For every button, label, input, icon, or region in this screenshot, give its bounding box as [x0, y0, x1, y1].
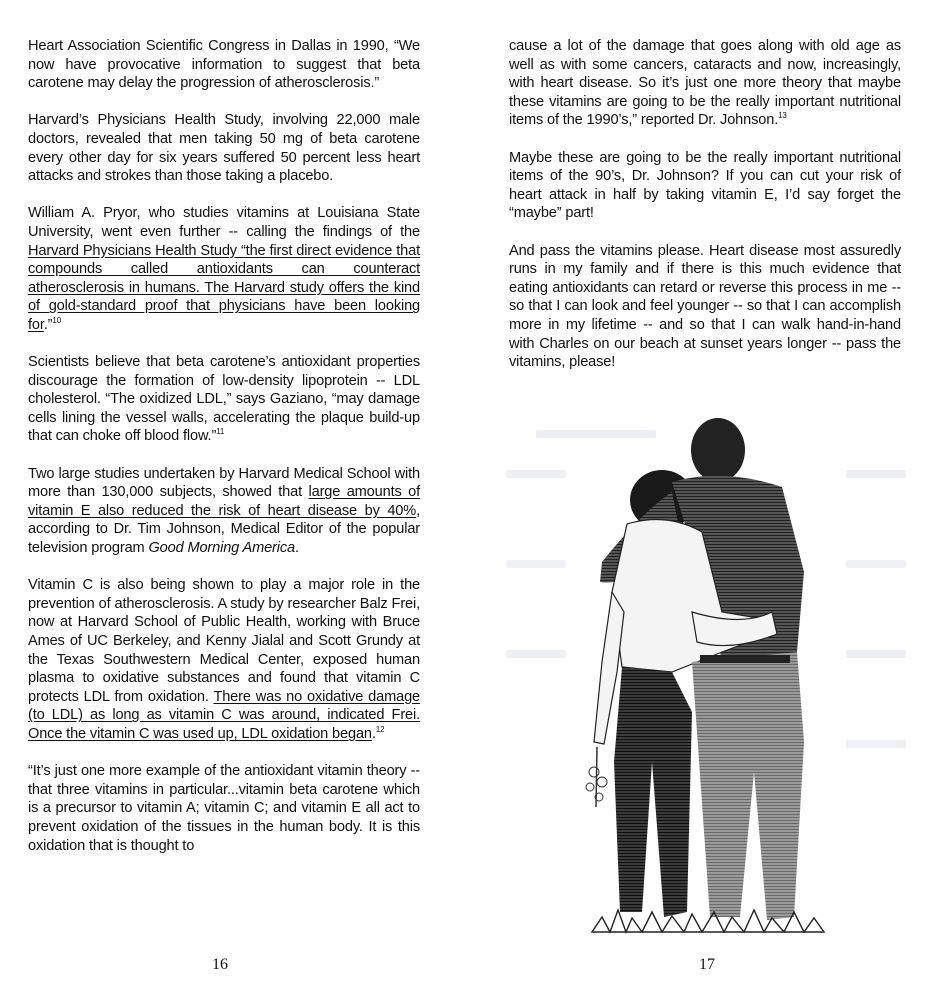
paragraph [28, 576, 420, 743]
page-number-left: 16 [212, 956, 228, 973]
text-segment: Vitamin C is also being shown to play a major role in the prevention of atherosclerosis. A study by researcher Balz Frei, now at Harvard School of Public Health, working with Bruce Ames of UC Berkeley, and Kenny Jialal and Scott Grundy at the Texas Southwestern Medical Center, exposed human plasma to oxidative substances and found that vitamin C protects LDL from oxidation. [28, 577, 420, 705]
text-segment: .” [43, 316, 53, 333]
paragraph [28, 465, 420, 558]
paragraph [28, 353, 420, 446]
paragraph [28, 762, 420, 855]
text-segment: cause a lot of the damage that goes along with old age as well as with some cancers, cataracts and now, increasingly, with heart disease. So it’s just one more theory that maybe these vitamins are going to be the really important nutritional items of the 1990’s,” reported Dr. Johnson. [509, 38, 901, 129]
text-segment: Harvard Physicians Health Study “the first direct evidence that compounds called antioxidants can counteract atherosclerosis in humans. The Harvard study offers the kind of gold-standard proof that physicians have been looking for [28, 242, 420, 333]
text-segment: Scientists believe that beta carotene’s antioxidant properties discourage the formation of low-density lipoprotein -- LDL cholesterol. “The oxidized LDL,” says Gaziano, “may damage cells lining the vessel walls, accelerating the plaque build-up that can choke off blood flow.” [28, 354, 420, 445]
text-segment: , according to Dr. Tim Johnson, Medical Editor of the popular television program [28, 502, 420, 557]
right-page [466, 0, 932, 995]
footnote-marker: 11 [216, 427, 225, 437]
text-segment: large amounts of vitamin E also reduced the risk of heart disease by 40% [28, 484, 421, 519]
paragraph [509, 37, 901, 130]
text-segment: Heart Association Scientific Congress in Dallas in 1990, “We now have provocative information to suggest that beta carotene may delay the progression of atherosclerosis.” [28, 38, 420, 92]
left-text-column [28, 37, 420, 874]
man-head [691, 418, 745, 482]
text-segment: Good Morning America [148, 540, 295, 557]
text-segment: William A. Pryor, who studies vitamins at Louisiana State University, went even further -- calling the findings of the [28, 205, 420, 240]
footnote-marker: 12 [375, 725, 385, 735]
text-segment: “It’s just one more example of the antioxidant vitamin theory -- that three vitamins in particular...vitamin beta carotene which is a precursor to vitamin A; vitamin C; and vitamin E all act to prevent oxidation of the tissues in the human body. It is this oxidation that is thought to [28, 763, 420, 854]
text-segment: Maybe these are going to be the really important nutritional items of the 90’s, Dr. Johnson? If you can cut your risk of heart attack in half by taking vitamin E, I’d say forget the “maybe” part! [509, 149, 901, 222]
right-text-column [509, 37, 901, 390]
paragraph [28, 111, 420, 185]
text-segment: Harvard’s Physicians Health Study, involving 22,000 male doctors, revealed that men taking 50 mg of beta carotene every other day for six years suffered 50 percent less heart attacks and strokes than those taking a placebo. [28, 112, 420, 185]
couple-embracing-illustration [572, 412, 852, 942]
page-number-right: 17 [699, 956, 715, 973]
paragraph [509, 242, 901, 372]
text-segment: There was no oxidative damage (to LDL) as long as vitamin C was around, indicated Frei. Once the vitamin C was used up, LDL oxidation began [28, 688, 420, 742]
paragraph [509, 149, 901, 223]
footnote-marker: 13 [778, 111, 787, 121]
text-segment: Two large studies undertaken by Harvard Medical School with more than 130,000 subjects, showed that [28, 465, 420, 501]
text-segment: . [294, 540, 299, 557]
flowers-icon [586, 747, 607, 807]
footnote-marker: 10 [52, 316, 62, 326]
text-segment: And pass the vitamins please. Heart disease most assuredly runs in my family and if there is this much evidence that eating antioxidants can retard or reverse this process in me -- so that I can look and feel younger -- so that I can accomplish more in my lifetime -- and so that I can walk hand-in-hand with Charles on our beach at sunset years longer -- pass the vitamins, please! [509, 242, 901, 371]
paragraph [28, 37, 420, 93]
text-segment: . [371, 725, 376, 742]
paragraph [28, 204, 420, 334]
